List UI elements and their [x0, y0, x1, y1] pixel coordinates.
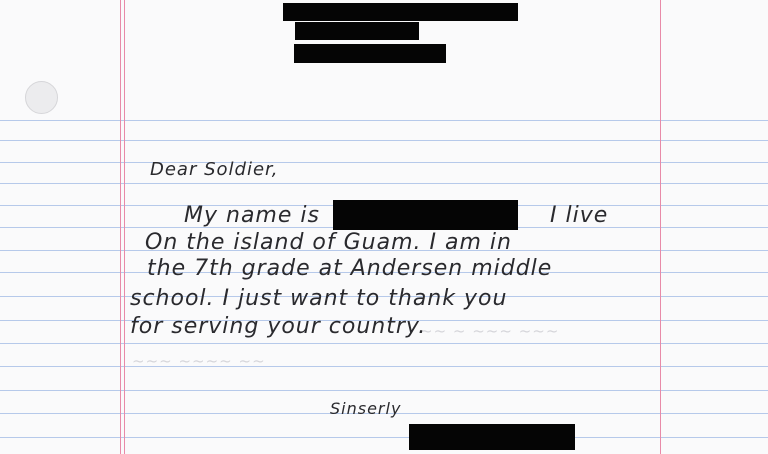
letter-line-5: for serving your country.	[130, 314, 427, 339]
rule-line	[0, 183, 768, 184]
redaction-name	[333, 200, 518, 230]
redaction-header-3	[294, 44, 446, 63]
letter-line-2: On the island of Guam. I am in	[145, 230, 512, 255]
closing: Sinserly	[330, 399, 402, 418]
rule-line	[0, 140, 768, 141]
letter-line-1: My name is	[184, 203, 320, 228]
letter-line-4: school. I just want to thank you	[130, 286, 508, 311]
letter-line-3: the 7th grade at Andersen middle	[147, 256, 553, 281]
rule-line	[0, 162, 768, 163]
redaction-header-1	[283, 3, 518, 21]
rule-line	[0, 437, 768, 438]
right-margin-line	[660, 0, 661, 454]
bleed-through-text: ~~~ ~~~~ ~~	[132, 352, 266, 370]
rule-line	[0, 120, 768, 121]
rule-line	[0, 390, 768, 391]
redaction-header-2	[295, 22, 419, 40]
bleed-through-text: ~~ ~ ~~~ ~~~	[420, 322, 560, 340]
left-margin-line	[120, 0, 121, 454]
rule-line	[0, 366, 768, 367]
binder-hole	[25, 81, 58, 114]
redaction-signature	[409, 424, 575, 450]
rule-line	[0, 343, 768, 344]
left-margin-line	[124, 0, 125, 454]
salutation: Dear Soldier,	[150, 159, 279, 180]
letter-line-1b: I live	[550, 203, 609, 228]
